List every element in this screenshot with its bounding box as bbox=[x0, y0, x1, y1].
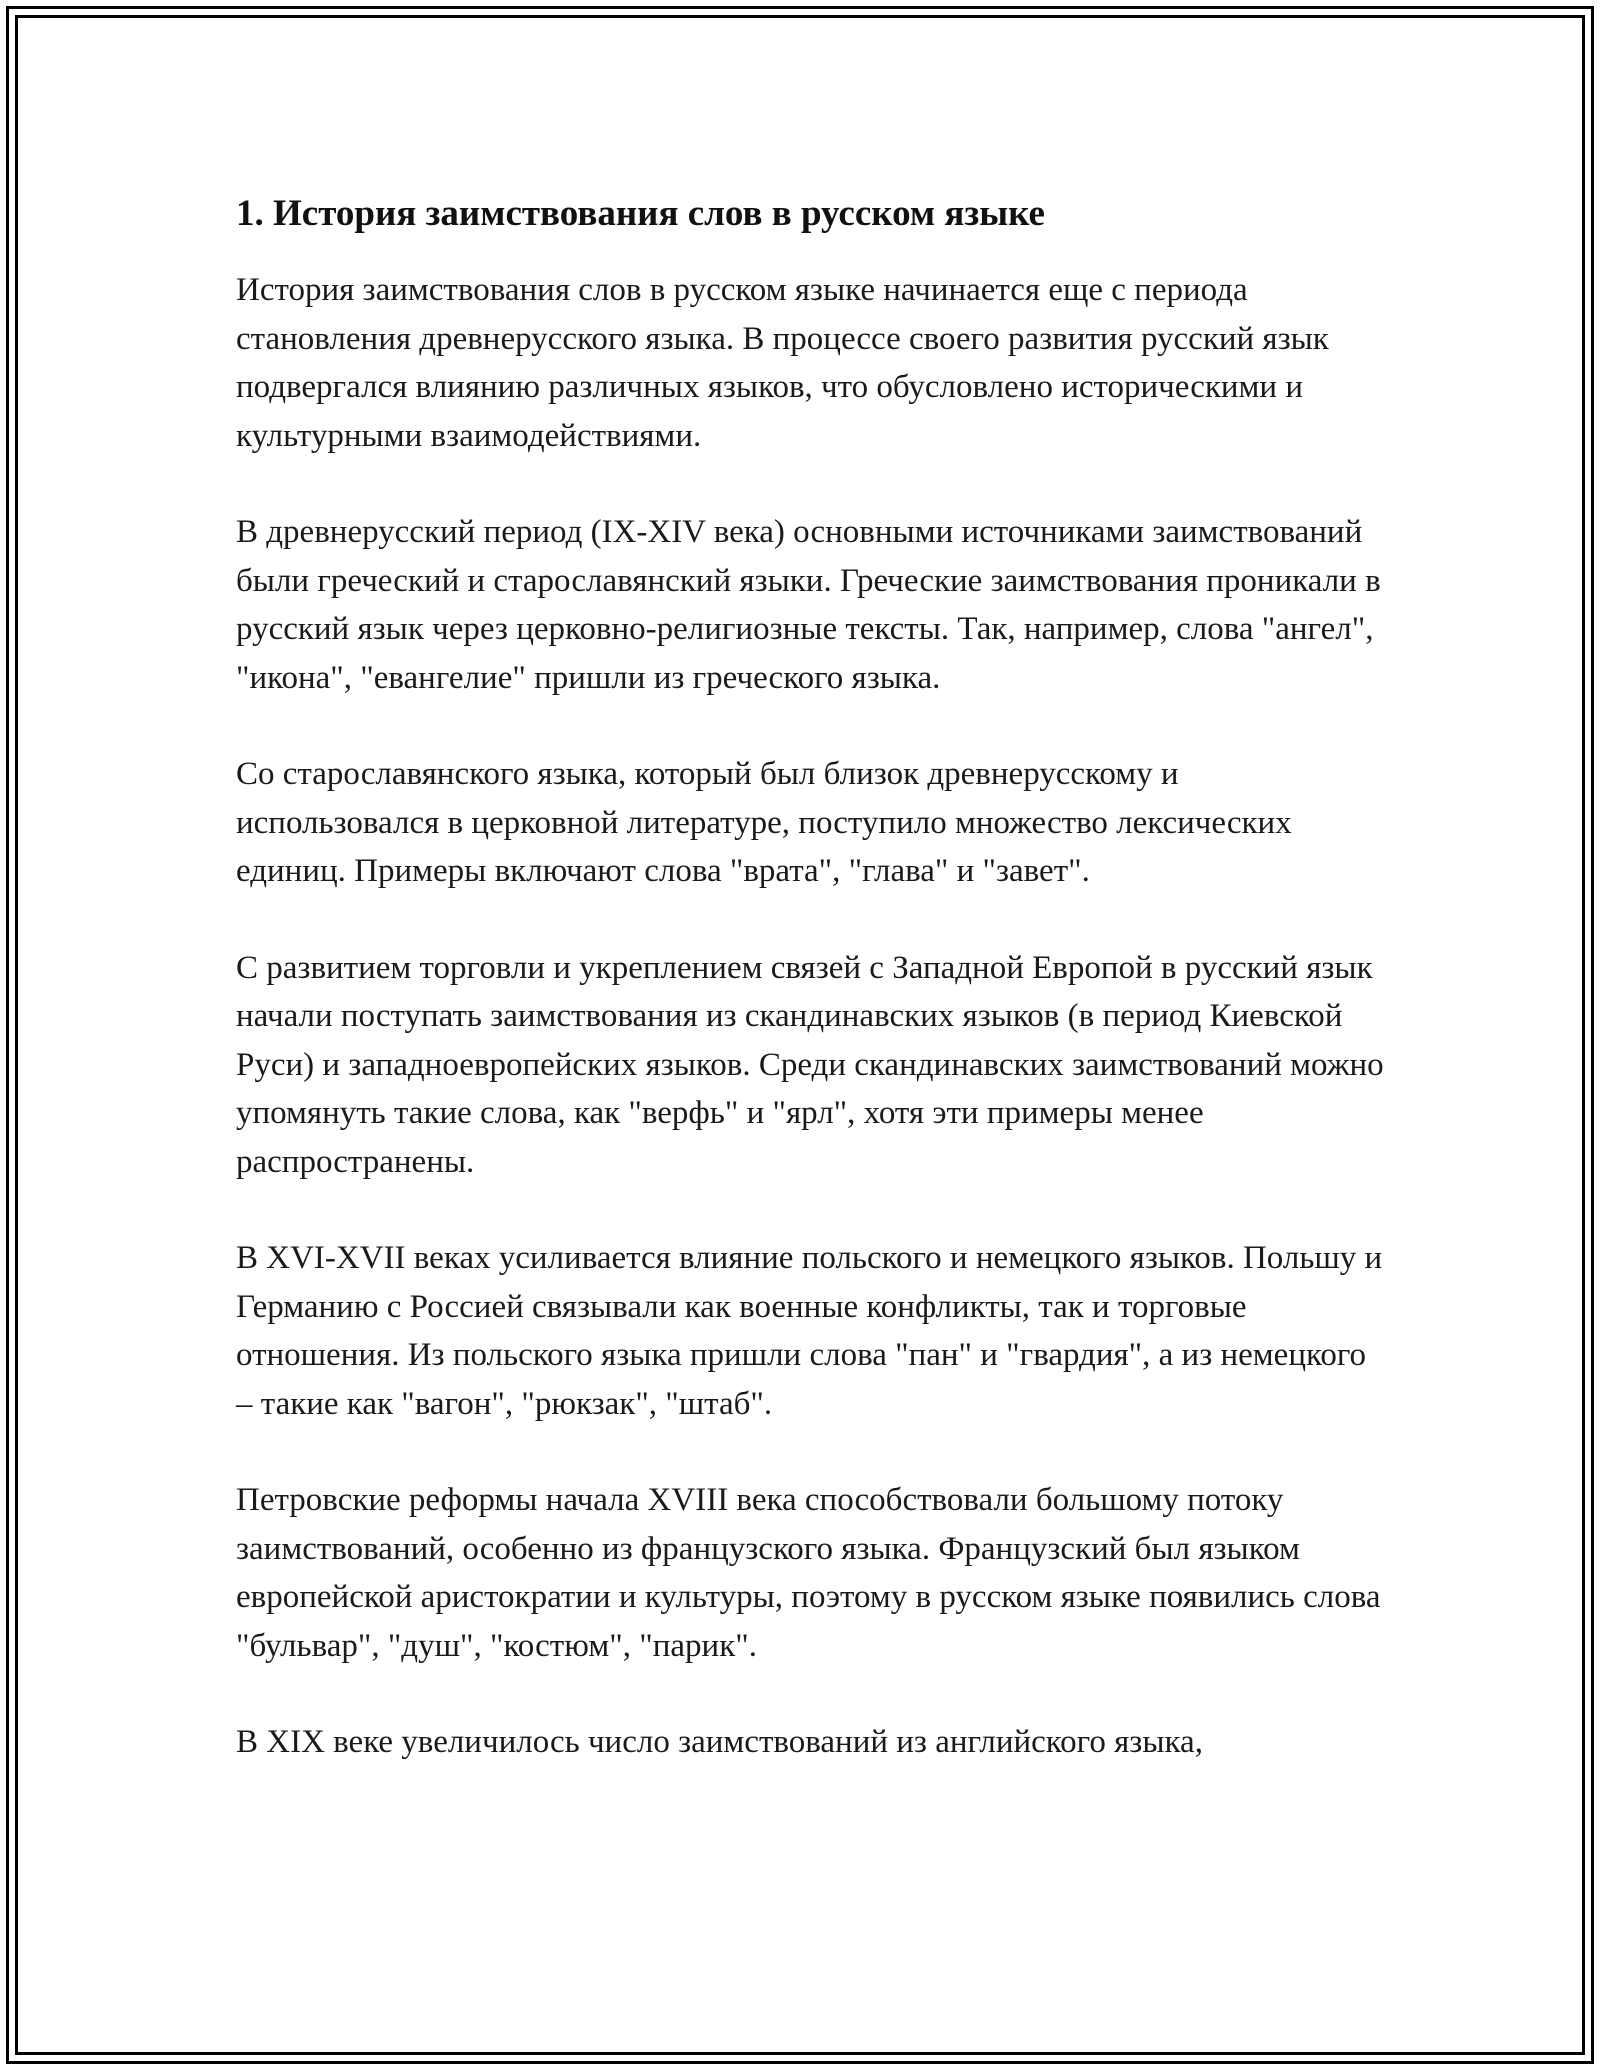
paragraph-4: С развитием торговли и укреплением связей с Западной Европой в русский язык начали поступать заимствования из скандинавских языков (в период Киевской Руси) и западноевропейских языков. Среди скандинавских заимствований можно упомянуть такие слова, как "верфь" и "ярл", хотя эти примеры менее распространены. bbox=[236, 949, 1384, 1180]
paragraph-2: В древнерусский период (IX-XIV века) основными источниками заимствований были греческий и старославянский языки. Греческие заимствования проникали в русский язык через церковно-религиозные тексты. Так, например, слова "ангел", "икона", "евангелие" пришли из греческого языка. bbox=[236, 514, 1381, 696]
paragraph-6: Петровские реформы начала XVIII века способствовали большому потоку заимствований, особенно из французского языка. Французский был языком европейской аристократии и культуры, поэтому в русском языке появились слова "бульвар", "душ", "костюм", "парик". bbox=[236, 1482, 1381, 1664]
document-body bbox=[236, 188, 1386, 1815]
section-heading: 1. История заимствования слов в русском языке bbox=[236, 193, 1045, 234]
paragraph-3: Со старославянского языка, который был близок древнерусскому и использовался в церковной литературе, поступило множество лексических единиц. Примеры включают слова "врата", "глава" и "завет". bbox=[236, 756, 1292, 889]
paragraph-1: История заимствования слов в русском языке начинается еще с периода становления древнерусского языка. В процессе своего развития русский язык подвергался влиянию различных языков, что обусловлено историческими и культурными взаимодействиями. bbox=[236, 272, 1329, 454]
paragraph-7: В XIX веке увеличилось число заимствований из английского языка, bbox=[236, 1724, 1203, 1760]
paragraph-5: В XVI-XVII веках усиливается влияние польского и немецкого языков. Польшу и Германию с Россией связывали как военные конфликты, так и торговые отношения. Из польского языка пришли слова "пан" и "гвардия", а из немецкого – такие как "вагон", "рюкзак", "штаб". bbox=[236, 1240, 1383, 1422]
